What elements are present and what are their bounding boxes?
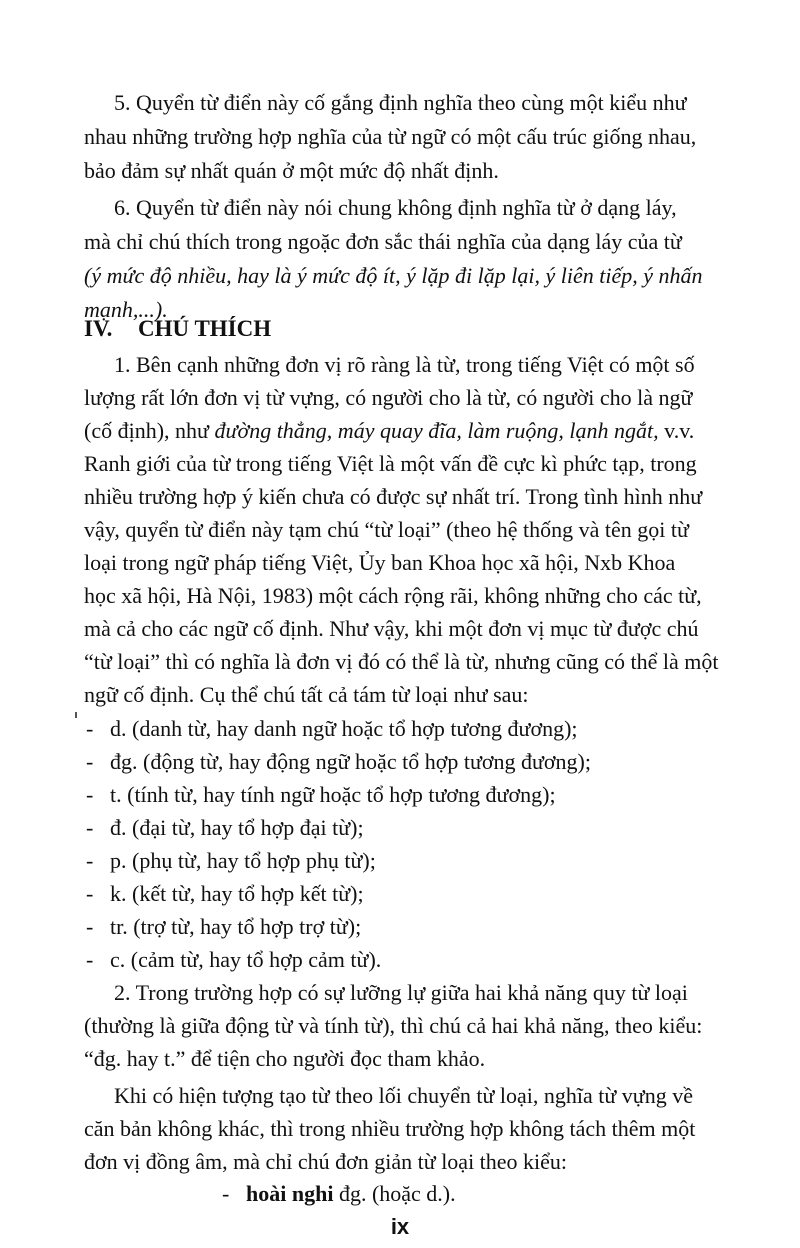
- word-class-item: - k. (kết từ, hay tổ hợp kết từ);: [86, 881, 364, 906]
- note1-line: nhiều trường hợp ý kiến chưa có được sự nhất trí. Trong tình hình như: [84, 484, 703, 509]
- note1-line: ngữ cố định. Cụ thể chú tất cả tám từ loại như sau:: [84, 682, 529, 707]
- note1-line: loại trong ngữ pháp tiếng Việt, Ủy ban Khoa học xã hội, Nxb Khoa: [84, 550, 676, 575]
- word-class-item: - p. (phụ từ, hay tổ hợp phụ từ);: [86, 848, 376, 873]
- note3-line: đơn vị đồng âm, mà chỉ chú đơn giản từ loại theo kiểu:: [84, 1149, 568, 1174]
- word-class-text: đ. (đại từ, hay tổ hợp đại từ);: [110, 815, 364, 840]
- example-entry: [222, 1179, 456, 1209]
- note3-line: Khi có hiện tượng tạo từ theo lối chuyển từ loại, nghĩa từ vựng về: [114, 1083, 693, 1108]
- note1-line: [84, 416, 694, 446]
- word-class-item: - d. (danh từ, hay danh ngữ hoặc tổ hợp tương đương);: [86, 716, 578, 741]
- para5-line: bảo đảm sự nhất quán ở một mức độ nhất định.: [84, 158, 499, 183]
- section-number: IV.: [84, 316, 113, 341]
- word-class-text: d. (danh từ, hay danh ngữ hoặc tổ hợp tương đương);: [110, 716, 578, 741]
- word-class-item: - đ. (đại từ, hay tổ hợp đại từ);: [86, 815, 364, 840]
- para5-line: nhau những trường hợp nghĩa của từ ngữ có một cấu trúc giống nhau,: [84, 124, 697, 149]
- note1-line: vậy, quyển từ điển này tạm chú “từ loại” (theo hệ thống và tên gọi từ: [84, 517, 689, 542]
- word-class-item: - c. (cảm từ, hay tổ hợp cảm từ).: [86, 947, 382, 972]
- word-class-item: - đg. (động từ, hay động ngữ hoặc tổ hợp tương đương);: [86, 749, 591, 774]
- word-class-text: t. (tính từ, hay tính ngữ hoặc tổ hợp tương đương);: [110, 782, 556, 807]
- word-class-text: tr. (trợ từ, hay tổ hợp trợ từ);: [110, 914, 362, 939]
- note1-text: v.v.: [658, 418, 695, 443]
- para6-line: mà chỉ chú thích trong ngoặc đơn sắc thái nghĩa của dạng láy của từ: [84, 229, 682, 254]
- note1-line: “từ loại” thì có nghĩa là đơn vị đó có thể là từ, nhưng cũng có thể là một: [84, 649, 719, 674]
- word-class-text: đg. (động từ, hay động ngữ hoặc tổ hợp tương đương);: [110, 749, 591, 774]
- note1-line: Ranh giới của từ trong tiếng Việt là một vấn đề cực kì phức tạp, trong: [84, 451, 697, 476]
- note1-examples: đường thẳng, máy quay đĩa, làm ruộng, lạnh ngắt,: [214, 418, 659, 443]
- note1-line: lượng rất lớn đơn vị từ vựng, có người cho là từ, có người cho là ngữ: [84, 385, 693, 410]
- para6-line-italic: (ý mức độ nhiều, hay là ý mức độ ít, ý lặp đi lặp lại, ý liên tiếp, ý nhấn: [84, 263, 703, 288]
- example-headword: hoài nghi: [246, 1181, 334, 1206]
- example-dash: -: [222, 1181, 230, 1206]
- page-number: ix: [390, 1214, 410, 1239]
- note1-text: (cố định), như: [84, 418, 215, 443]
- word-class-text: k. (kết từ, hay tổ hợp kết từ);: [110, 881, 364, 906]
- scan-mark: [75, 712, 77, 718]
- note2-line: “đg. hay t.” để tiện cho người đọc tham khảo.: [84, 1046, 486, 1071]
- word-class-item: - t. (tính từ, hay tính ngữ hoặc tổ hợp tương đương);: [86, 782, 556, 807]
- word-class-text: p. (phụ từ, hay tổ hợp phụ từ);: [110, 848, 376, 873]
- word-class-item: - tr. (trợ từ, hay tổ hợp trợ từ);: [86, 914, 362, 939]
- para6-line: 6. Quyển từ điển này nói chung không định nghĩa từ ở dạng láy,: [114, 195, 677, 220]
- para5-line: 5. Quyển từ điển này cố gắng định nghĩa theo cùng một kiểu như: [114, 90, 687, 115]
- note1-line: mà cả cho các ngữ cố định. Như vậy, khi một đơn vị mục từ được chú: [84, 616, 699, 641]
- word-class-text: c. (cảm từ, hay tổ hợp cảm từ).: [110, 947, 382, 972]
- para6-line-italic: mạnh,...).: [84, 297, 168, 322]
- note2-line: (thường là giữa động từ và tính từ), thì chú cả hai khả năng, theo kiểu:: [84, 1013, 703, 1038]
- note1-line: học xã hội, Hà Nội, 1983) một cách rộng rãi, không những cho các từ,: [84, 583, 702, 608]
- note3-line: căn bản không khác, thì trong nhiều trường hợp không tách thêm một: [84, 1116, 696, 1141]
- example-rest: đg. (hoặc d.).: [333, 1181, 456, 1206]
- section-heading: [84, 313, 271, 345]
- note1-line: 1. Bên cạnh những đơn vị rõ ràng là từ, trong tiếng Việt có một số: [114, 352, 695, 377]
- note2-line: 2. Trong trường hợp có sự lưỡng lự giữa hai khả năng quy từ loại: [114, 980, 688, 1005]
- section-title: CHÚ THÍCH: [138, 316, 272, 341]
